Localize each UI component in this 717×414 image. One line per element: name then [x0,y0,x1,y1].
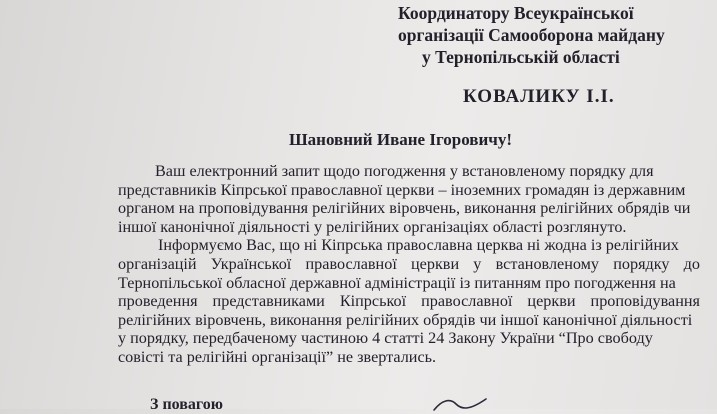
paragraph-2-line-2: організацій Української православної церкви у встановленому порядку до [118,254,700,273]
paragraph-2-line-7: совісті та релігійні організації” не звертались. [118,347,437,366]
paragraph-2-line-5: релігійних віровчень, виконання релігійних обрядів чи іншої канонічної діяльності [118,310,693,329]
addressee-line-2: організації Самооборона майдану [398,25,665,45]
addressee-line-3: у Тернопільській області [422,47,620,67]
paragraph-1-line-2: представників Кіпрської православної церкви – іноземних громадян із державним [118,180,686,199]
paragraph-2-line-4: проведення представниками Кіпрської православної церкви проповідування [118,292,700,311]
letter-body [118,162,700,367]
signature-icon [430,396,490,412]
paragraph-1-line-3: органом на проповідування релігійних віровчень, виконання релігійних обрядів чи [118,199,691,218]
paragraph-1-line-4: іншої канонічної діяльності у релігійних організаціях області розглянуто. [118,217,627,236]
closing-phrase: З повагою [150,396,223,413]
paragraph-2-line-6: у порядку, передбаченому частиною 4 статті 24 Закону України “Про свободу [118,329,653,348]
paragraph-2-line-3: Тернопільської обласної державної адміністрації із питанням про погодження на [118,273,676,292]
greeting: Шановний Иване Ігоровичу! [289,130,513,149]
addressee-block [398,2,665,68]
paragraph-2-line-1: Інформуємо Вас, що ні Кіпрська православна церква ні жодна із релігійних [158,236,679,255]
paragraph-1-line-1: Ваш електронний запит щодо погодження у встановленому порядку для [155,162,654,180]
addressee-line-1: Координатору Всеукраїнської [398,3,634,23]
recipient-name: КОВАЛИКУ І.І. [463,86,615,107]
